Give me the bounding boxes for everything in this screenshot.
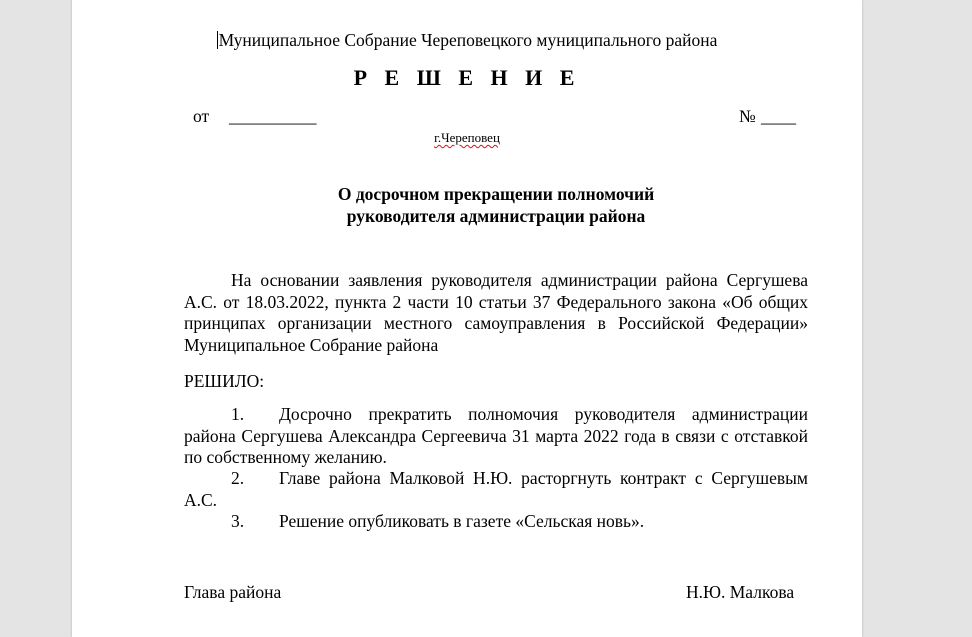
decision-item [184, 511, 808, 533]
document-page[interactable] [72, 0, 862, 637]
item-number: 2. [231, 468, 245, 488]
item-text: Решение опубликовать в газете «Сельская новь». [279, 511, 645, 531]
document-title: Р Е Ш Е Н И Е [353, 65, 581, 90]
date-blank: __________ [229, 106, 317, 126]
item-text: Досрочно прекратить полномочия руководителя администрации района Сергушева Александра Сергеевича 31 марта 2022 года в связи с отставкой по собственному желанию. [184, 404, 808, 467]
organization-header: Муниципальное Собрание Череповецкого муниципального района [218, 30, 718, 50]
signature-position: Глава района [184, 582, 282, 602]
preamble-paragraph: На основании заявления руководителя администрации района Сергушева А.С. от 18.03.2022, пункта 2 части 10 статьи 37 Федерального закона «Об общих принципах организации местного самоуправления в Российской Федерации» Муниципальное Собрание района [184, 270, 808, 355]
decision-item [184, 468, 808, 511]
subject-line-2: руководителя администрации района [346, 205, 646, 226]
date-label: от [193, 106, 210, 126]
number-label: № [739, 106, 756, 126]
signature-name: Н.Ю. Малкова [686, 582, 795, 602]
city-line [72, 130, 862, 146]
document-subject [72, 184, 920, 227]
item-number: 1. [231, 404, 245, 424]
number-blank: ____ [761, 106, 796, 126]
decided-heading: РЕШИЛО: [184, 371, 265, 391]
decision-item [184, 404, 808, 469]
item-text: Главе района Малковой Н.Ю. расторгнуть контракт с Сергушевым А.С. [184, 468, 808, 510]
text-cursor [217, 31, 218, 49]
item-number: 3. [231, 511, 245, 531]
subject-line-1: О досрочном прекращении полномочий [337, 184, 655, 204]
city-name: г.Череповец [434, 130, 500, 145]
